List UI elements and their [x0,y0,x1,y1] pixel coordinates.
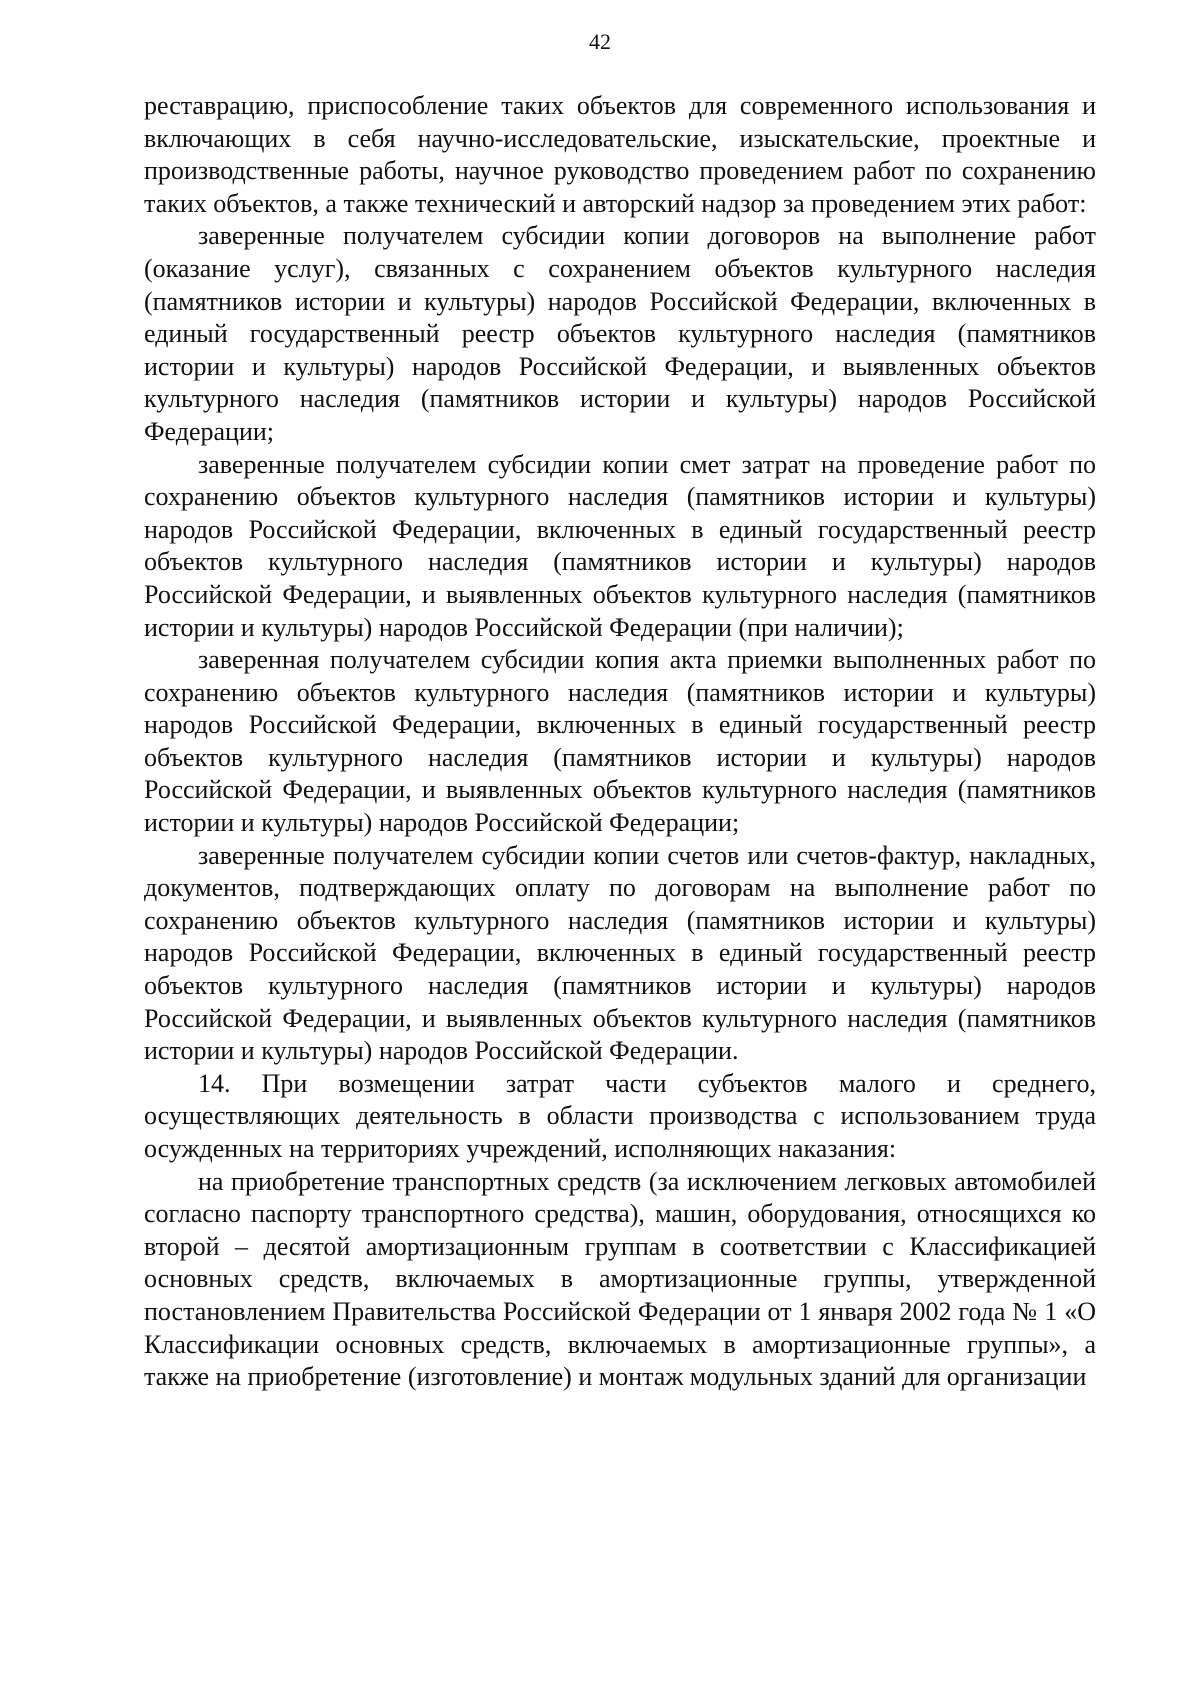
paragraph-1: реставрацию, приспособление таких объектов для современного использования и включающих в себя научно-исследовательские, изыскательские, проектные и производственные работы, научное руководство проведением работ по сохранению таких объектов, а также технический и авторский надзор за проведением этих работ: [144,91,1096,218]
paragraph-2: заверенные получателем субсидии копии договоров на выполнение работ (оказание услуг), связанных с сохранением объектов культурного наследия (памятников истории и культуры) народов Российской Федерации, включенных в единый государственный реестр объектов культурного наследия (памятников истории и культуры) народов Российской Федерации, и выявленных объектов культурного наследия (памятников истории и культуры) народов Российской Федерации; [144,221,1096,446]
paragraph-7: на приобретение транспортных средств (за исключением легковых автомобилей согласно паспорту транспортного средства), машин, оборудования, относящихся ко второй – десятой амортизационным группам в соответствии с Классификацией основных средств, включаемых в амортизационные группы, утвержденной постановлением Правительства Российской Федерации от 1 января 2002 года № 1 «О Классификации основных средств, включаемых в амортизационные группы», а также на приобретение (изготовление) и монтаж модульных зданий для организации [144,1166,1096,1392]
paragraph-4: заверенная получателем субсидии копия акта приемки выполненных работ по сохранению объектов культурного наследия (памятников истории и культуры) народов Российской Федерации, включенных в единый государственный реестр объектов культурного наследия (памятников истории и культуры) народов Российской Федерации, и выявленных объектов культурного наследия (памятников истории и культуры) народов Российской Федерации; [144,645,1096,838]
paragraph-5: заверенные получателем субсидии копии счетов или счетов-фактур, накладных, документов, подтверждающих оплату по договорам на выполнение работ по сохранению объектов культурного наследия (памятников истории и культуры) народов Российской Федерации, включенных в единый государственный реестр объектов культурного наследия (памятников истории и культуры) народов Российской Федерации, и выявленных объектов культурного наследия (памятников истории и культуры) народов Российской Федерации. [144,840,1096,1066]
document-body [144,90,1096,1394]
paragraph-6: 14. При возмещении затрат части субъектов малого и среднего, осуществляющих деятельность в области производства с использованием труда осужденных на территориях учреждений, исполняющих наказания: [144,1068,1096,1163]
paragraph-3: заверенные получателем субсидии копии смет затрат на проведение работ по сохранению объектов культурного наследия (памятников истории и культуры) народов Российской Федерации, включенных в единый государственный реестр объектов культурного наследия (памятников истории и культуры) народов Российской Федерации, и выявленных объектов культурного наследия (памятников истории и культуры) народов Российской Федерации (при наличии); [144,449,1096,642]
page-number: 42 [589,29,611,54]
